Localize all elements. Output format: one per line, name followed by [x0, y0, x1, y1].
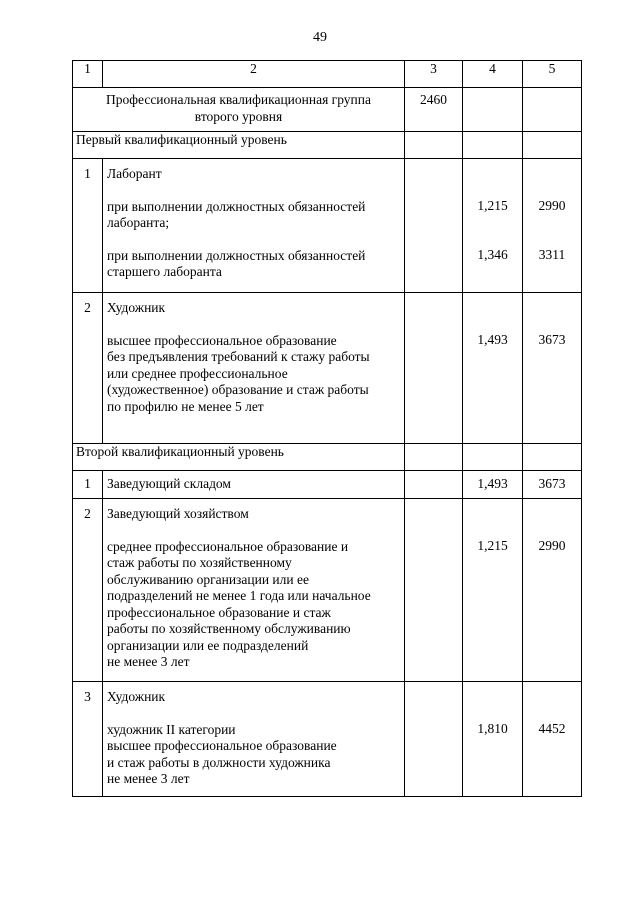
group-row: [73, 88, 582, 132]
position-line: организации или ее подразделений: [107, 637, 309, 653]
group-title: [73, 88, 405, 132]
level-title: Первый квалификационный уровень: [73, 132, 405, 159]
coefficient: 1,493: [463, 471, 523, 499]
header-cell: 5: [523, 61, 582, 88]
position-line: работы по хозяйственному обслуживанию: [107, 621, 351, 636]
position-line: подразделений не менее 1 года или начальное: [107, 588, 371, 603]
salary-cell: [523, 293, 582, 444]
empty-cell: [463, 444, 523, 471]
position-line: среднее профессиональное образование и: [107, 538, 349, 554]
empty-cell: [523, 132, 582, 159]
coefficient-cell: [463, 293, 523, 444]
position-line: старшего лаборанта: [107, 264, 222, 279]
header-cell: 3: [405, 61, 463, 88]
salary-table: [72, 60, 582, 797]
row-number: 2: [73, 499, 103, 682]
position-line: или среднее профессиональное: [107, 365, 288, 381]
header-cell: 2: [103, 61, 405, 88]
position-line: и стаж работы в должности художника: [107, 754, 331, 770]
empty-cell: [463, 132, 523, 159]
position-title: Художник: [107, 300, 166, 315]
position-line: высшее профессиональное образование: [107, 332, 337, 348]
row-number: 1: [73, 159, 103, 293]
salary: 3673: [523, 471, 582, 499]
page-number: 49: [313, 30, 327, 45]
salary-cell: [523, 499, 582, 682]
position-line: профессиональное образование и стаж: [107, 604, 331, 620]
position-line: не менее 3 лет: [107, 654, 190, 669]
coefficient-cell: [463, 682, 523, 797]
salary: 3673: [538, 332, 566, 347]
header-row: [73, 61, 582, 88]
coefficient: 1,346: [477, 246, 508, 262]
position-title: Заведующий складом: [103, 471, 405, 499]
position-line: обслуживанию организации или ее: [107, 571, 309, 587]
salary: 2990: [538, 538, 566, 553]
header-cell: 4: [463, 61, 523, 88]
base-salary: 2460: [405, 88, 463, 132]
coefficient-cell: [463, 159, 523, 293]
position-cell: [103, 159, 405, 293]
position-cell: [103, 499, 405, 682]
empty-cell: [523, 444, 582, 471]
position-title: Художник: [107, 689, 166, 704]
level-title: Второй квалификационный уровень: [73, 444, 405, 471]
salary: 4452: [538, 721, 566, 736]
position-line: без предъявления требований к стажу работы: [107, 349, 370, 364]
empty-cell: [405, 499, 463, 682]
position-line: при выполнении должностных обязанностей: [107, 198, 366, 214]
position-line: стаж работы по хозяйственному: [107, 555, 292, 570]
position-title: Лаборант: [107, 166, 162, 181]
table-row: [73, 682, 582, 797]
empty-cell: [405, 159, 463, 293]
table-row: [73, 159, 582, 293]
empty-cell: [405, 471, 463, 499]
coefficient: 1,215: [477, 198, 508, 213]
salary: 3311: [538, 246, 566, 262]
salary: 2990: [538, 198, 566, 213]
coefficient: 1,810: [477, 721, 508, 736]
coefficient: 1,493: [477, 332, 508, 347]
empty-cell: [405, 293, 463, 444]
salary-cell: [523, 159, 582, 293]
coefficient: 1,215: [477, 538, 508, 553]
row-number: 3: [73, 682, 103, 797]
empty-cell: [405, 682, 463, 797]
position-line: лаборанта;: [107, 215, 170, 230]
group-title-line: второго уровня: [194, 108, 283, 124]
position-line: (художественное) образование и стаж работы: [107, 382, 369, 397]
position-line: по профилю не менее 5 лет: [107, 398, 264, 414]
group-title-line: Профессиональная квалификационная группа: [106, 92, 371, 107]
table-row: [73, 293, 582, 444]
position-line: не менее 3 лет: [107, 771, 190, 786]
empty-cell: [523, 88, 582, 132]
level-row: [73, 132, 582, 159]
position-line: при выполнении должностных обязанностей: [107, 247, 366, 263]
row-number: 1: [73, 471, 103, 499]
position-cell: [103, 682, 405, 797]
empty-cell: [405, 132, 463, 159]
level-row: [73, 444, 582, 471]
salary-cell: [523, 682, 582, 797]
empty-cell: [405, 444, 463, 471]
position-line: художник II категории: [107, 721, 236, 737]
position-cell: [103, 293, 405, 444]
empty-cell: [463, 88, 523, 132]
coefficient-cell: [463, 499, 523, 682]
row-number: 2: [73, 293, 103, 444]
position-title: Заведующий хозяйством: [107, 506, 249, 521]
header-cell: 1: [73, 61, 103, 88]
table-row: [73, 471, 582, 499]
position-line: высшее профессиональное образование: [107, 738, 337, 753]
table-row: [73, 499, 582, 682]
